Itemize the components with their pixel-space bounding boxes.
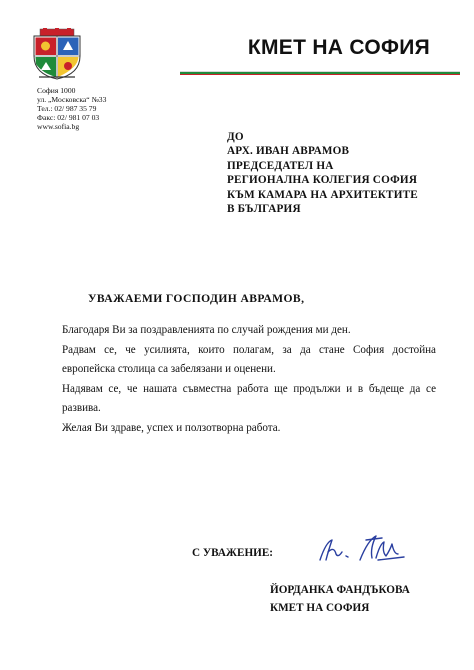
signatory-name: ЙОРДАНКА ФАНДЪКОВА bbox=[270, 584, 410, 596]
letter-greeting: УВАЖАЕМИ ГОСПОДИН АВРАМОВ, bbox=[88, 292, 305, 305]
letter-body bbox=[62, 321, 436, 438]
letter-paragraph: Желая Ви здраве, успех и ползотворна работа. bbox=[62, 421, 281, 434]
addressee-block bbox=[227, 130, 418, 216]
addressee-line: КЪМ КАМАРА НА АРХИТЕКТИТЕ bbox=[227, 188, 418, 201]
addressee-line: АРХ. ИВАН АВРАМОВ bbox=[227, 145, 350, 158]
handwritten-signature bbox=[316, 530, 408, 564]
signatory-title: КМЕТ НА СОФИЯ bbox=[270, 602, 370, 614]
contact-fax: Факс: 02/ 981 07 03 bbox=[37, 113, 100, 122]
addressee-line: ПРЕДСЕДАТЕЛ НА bbox=[227, 159, 334, 172]
signatory-block bbox=[270, 581, 410, 617]
page-title: КМЕТ НА СОФИЯ bbox=[247, 36, 430, 59]
contact-city: София 1000 bbox=[37, 86, 76, 95]
contact-details bbox=[37, 86, 106, 131]
addressee-line: ДО bbox=[227, 131, 244, 143]
closing-regards: С УВАЖЕНИЕ: bbox=[192, 547, 274, 559]
letter-paragraph: Радвам се, че усилията, които полагам, за да стане София достойна европейска столица са забелязани и оценени. bbox=[62, 343, 436, 375]
addressee-line: РЕГИОНАЛНА КОЛЕГИЯ СОФИЯ bbox=[227, 174, 418, 187]
contact-street: ул. „Московска“ №33 bbox=[37, 95, 107, 104]
flag-divider bbox=[180, 71, 460, 75]
contact-phone: Тел.: 02/ 987 35 79 bbox=[37, 104, 97, 113]
addressee-line: В БЪЛГАРИЯ bbox=[227, 203, 301, 216]
letter-paragraph: Надявам се, че нашата съвместна работа ще продължи и в бъдеще да се развива. bbox=[62, 382, 436, 414]
contact-web-link[interactable]: www.sofia.bg bbox=[37, 122, 80, 131]
letter-paragraph: Благодаря Ви за поздравленията по случай рождения ми ден. bbox=[62, 324, 351, 336]
